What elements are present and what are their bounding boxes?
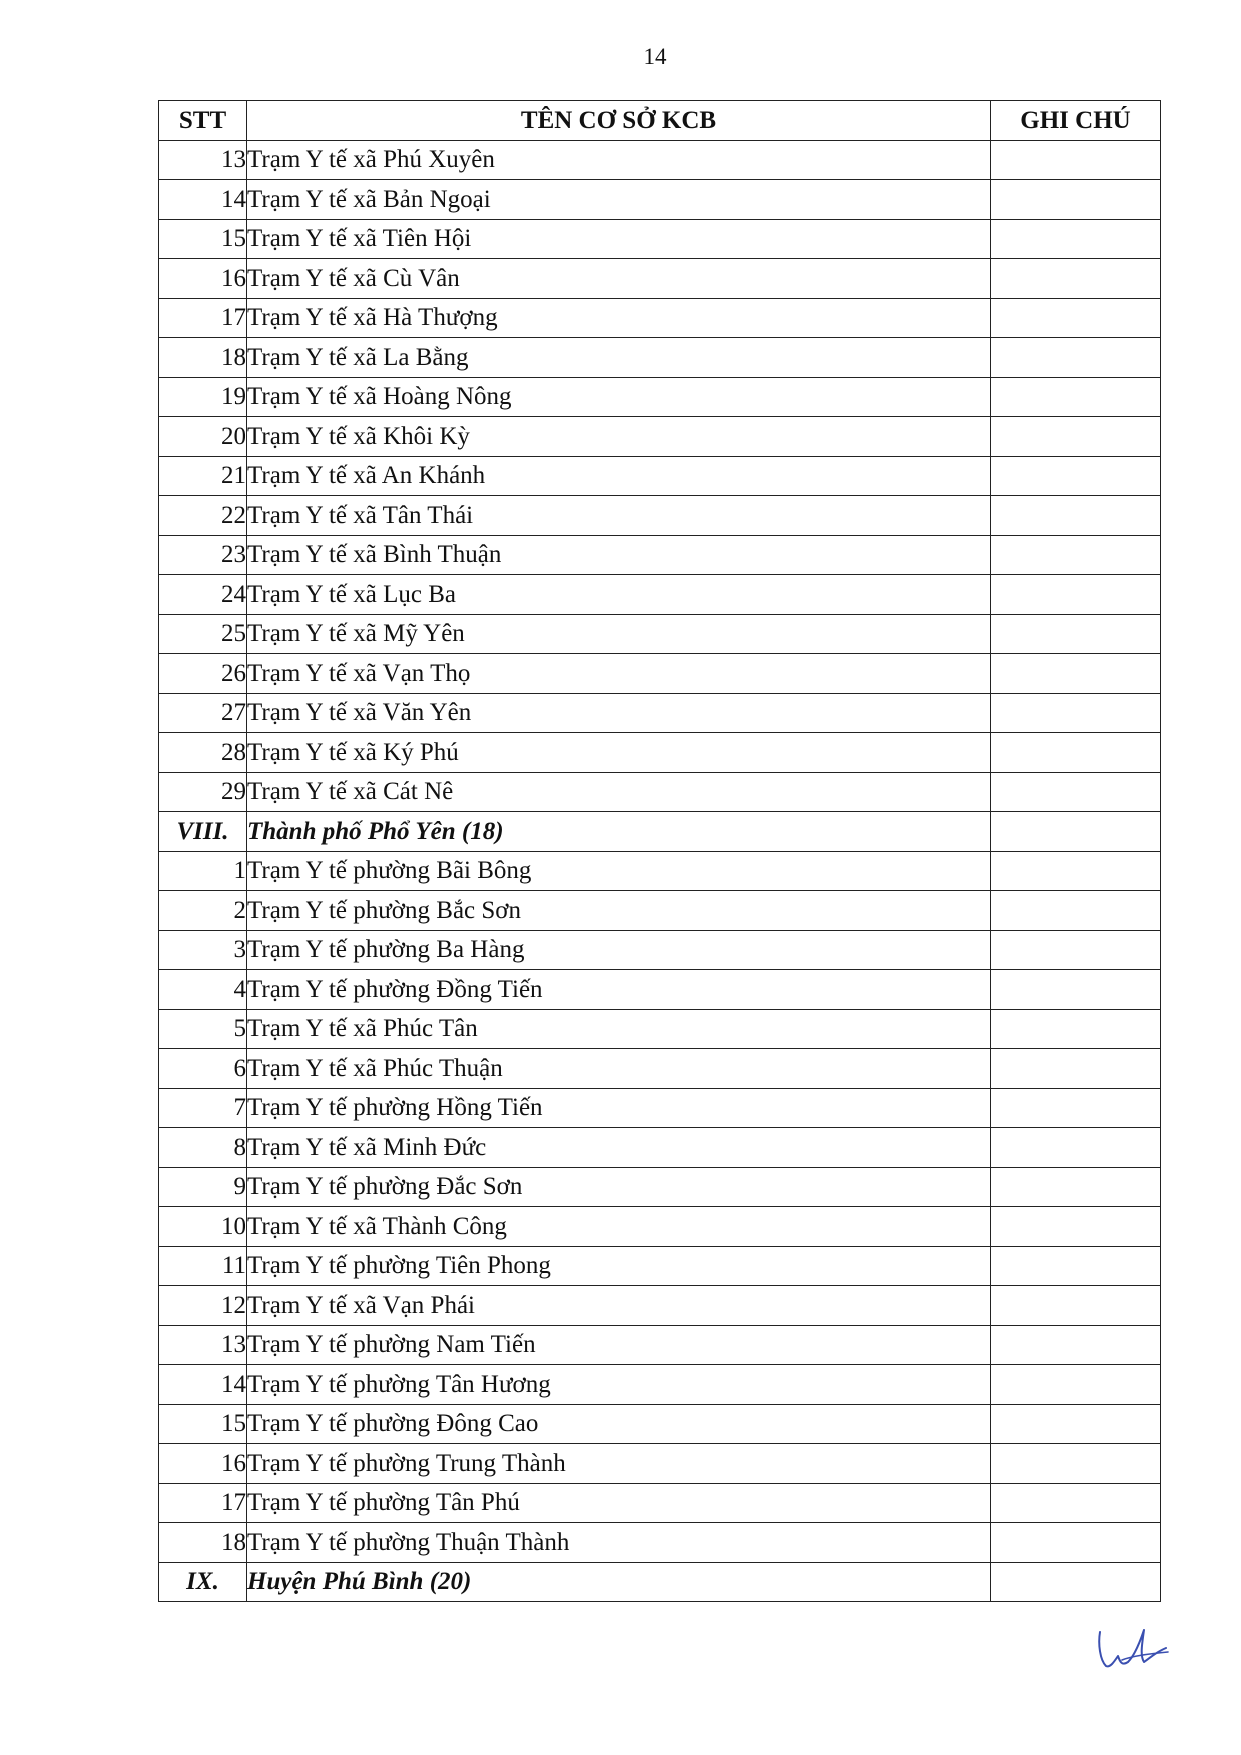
row-facility-name: Trạm Y tế xã La Bằng xyxy=(247,338,991,378)
row-note xyxy=(991,970,1161,1010)
table-row xyxy=(159,1009,1161,1049)
table-row xyxy=(159,575,1161,615)
row-stt: VIII. xyxy=(159,812,247,852)
row-stt: 12 xyxy=(159,1286,247,1326)
row-facility-name: Trạm Y tế xã Phúc Tân xyxy=(247,1009,991,1049)
row-stt: 14 xyxy=(159,180,247,220)
row-stt: 11 xyxy=(159,1246,247,1286)
table-row xyxy=(159,851,1161,891)
row-note xyxy=(991,1286,1161,1326)
row-facility-name: Trạm Y tế phường Bắc Sơn xyxy=(247,891,991,931)
row-note xyxy=(991,733,1161,773)
table-row xyxy=(159,140,1161,180)
table-row xyxy=(159,1325,1161,1365)
row-note xyxy=(991,535,1161,575)
table-row xyxy=(159,891,1161,931)
section-row xyxy=(159,1562,1161,1602)
table-row xyxy=(159,1286,1161,1326)
row-facility-name: Trạm Y tế phường Ba Hàng xyxy=(247,930,991,970)
row-facility-name: Trạm Y tế phường Hồng Tiến xyxy=(247,1088,991,1128)
row-facility-name: Trạm Y tế xã Minh Đức xyxy=(247,1128,991,1168)
table-row xyxy=(159,496,1161,536)
row-note xyxy=(991,575,1161,615)
row-facility-name: Trạm Y tế phường Thuận Thành xyxy=(247,1523,991,1563)
row-facility-name: Trạm Y tế xã Bình Thuận xyxy=(247,535,991,575)
table-row xyxy=(159,1523,1161,1563)
row-facility-name: Trạm Y tế xã Ký Phú xyxy=(247,733,991,773)
table-row xyxy=(159,1483,1161,1523)
row-facility-name: Trạm Y tế xã Bản Ngoại xyxy=(247,180,991,220)
row-stt: 4 xyxy=(159,970,247,1010)
signature-mark xyxy=(1092,1622,1172,1672)
table-row xyxy=(159,1365,1161,1405)
table-row xyxy=(159,298,1161,338)
row-stt: 15 xyxy=(159,219,247,259)
row-facility-name: Trạm Y tế phường Đông Cao xyxy=(247,1404,991,1444)
table-row xyxy=(159,1444,1161,1484)
table-row xyxy=(159,1088,1161,1128)
row-stt: 15 xyxy=(159,1404,247,1444)
row-note xyxy=(991,930,1161,970)
row-note xyxy=(991,1404,1161,1444)
row-stt: 17 xyxy=(159,1483,247,1523)
row-note xyxy=(991,891,1161,931)
table-row xyxy=(159,654,1161,694)
table-row xyxy=(159,1404,1161,1444)
row-facility-name: Trạm Y tế xã Thành Công xyxy=(247,1207,991,1247)
table-row xyxy=(159,1128,1161,1168)
row-stt: 24 xyxy=(159,575,247,615)
table-row xyxy=(159,930,1161,970)
row-facility-name: Trạm Y tế phường Tiên Phong xyxy=(247,1246,991,1286)
page-number: 14 xyxy=(643,44,667,69)
row-facility-name: Trạm Y tế xã Cát Nê xyxy=(247,772,991,812)
row-note xyxy=(991,654,1161,694)
row-note xyxy=(991,259,1161,299)
table-body xyxy=(159,140,1161,1602)
row-stt: 14 xyxy=(159,1365,247,1405)
row-facility-name: Trạm Y tế phường Đắc Sơn xyxy=(247,1167,991,1207)
row-stt: 3 xyxy=(159,930,247,970)
table-row xyxy=(159,1167,1161,1207)
row-facility-name: Trạm Y tế phường Bãi Bông xyxy=(247,851,991,891)
row-stt: 21 xyxy=(159,456,247,496)
row-facility-name: Trạm Y tế xã Phúc Thuận xyxy=(247,1049,991,1089)
row-stt: 13 xyxy=(159,140,247,180)
row-facility-name: Trạm Y tế xã Vạn Thọ xyxy=(247,654,991,694)
row-note xyxy=(991,180,1161,220)
row-stt: 27 xyxy=(159,693,247,733)
row-stt: 18 xyxy=(159,338,247,378)
row-note xyxy=(991,456,1161,496)
table-row xyxy=(159,259,1161,299)
row-stt: 6 xyxy=(159,1049,247,1089)
row-note xyxy=(991,1483,1161,1523)
row-facility-name: Trạm Y tế xã Khôi Kỳ xyxy=(247,417,991,457)
row-stt: 22 xyxy=(159,496,247,536)
row-note xyxy=(991,1167,1161,1207)
row-facility-name: Trạm Y tế xã An Khánh xyxy=(247,456,991,496)
row-note xyxy=(991,338,1161,378)
table-row xyxy=(159,180,1161,220)
row-stt: 28 xyxy=(159,733,247,773)
row-note xyxy=(991,1365,1161,1405)
row-facility-name: Trạm Y tế xã Lục Ba xyxy=(247,575,991,615)
row-note xyxy=(991,693,1161,733)
row-facility-name: Trạm Y tế phường Tân Hương xyxy=(247,1365,991,1405)
row-stt: 13 xyxy=(159,1325,247,1365)
row-stt: 18 xyxy=(159,1523,247,1563)
section-row xyxy=(159,812,1161,852)
table-row xyxy=(159,1207,1161,1247)
row-note xyxy=(991,1128,1161,1168)
row-stt: 20 xyxy=(159,417,247,457)
row-facility-name: Trạm Y tế xã Mỹ Yên xyxy=(247,614,991,654)
row-stt: 10 xyxy=(159,1207,247,1247)
table-row xyxy=(159,970,1161,1010)
row-note xyxy=(991,1523,1161,1563)
row-stt: 23 xyxy=(159,535,247,575)
row-stt: 2 xyxy=(159,891,247,931)
row-stt: 29 xyxy=(159,772,247,812)
table-row xyxy=(159,456,1161,496)
row-note xyxy=(991,1325,1161,1365)
row-note xyxy=(991,219,1161,259)
row-note xyxy=(991,812,1161,852)
row-note xyxy=(991,140,1161,180)
row-facility-name: Trạm Y tế xã Hoàng Nông xyxy=(247,377,991,417)
row-facility-name: Trạm Y tế xã Hà Thượng xyxy=(247,298,991,338)
row-facility-name: Thành phố Phổ Yên (18) xyxy=(247,812,991,852)
row-stt: 16 xyxy=(159,259,247,299)
table-row xyxy=(159,338,1161,378)
row-stt: 1 xyxy=(159,851,247,891)
table-row xyxy=(159,535,1161,575)
header-facility-name: TÊN CƠ SỞ KCB xyxy=(247,101,991,141)
header-note: GHI CHÚ xyxy=(991,101,1161,141)
row-note xyxy=(991,377,1161,417)
row-note xyxy=(991,1009,1161,1049)
row-facility-name: Trạm Y tế phường Đồng Tiến xyxy=(247,970,991,1010)
row-note xyxy=(991,496,1161,536)
row-facility-name: Trạm Y tế xã Tiên Hội xyxy=(247,219,991,259)
table-row xyxy=(159,733,1161,773)
row-facility-name: Trạm Y tế xã Cù Vân xyxy=(247,259,991,299)
row-stt: 26 xyxy=(159,654,247,694)
row-stt: 25 xyxy=(159,614,247,654)
row-stt: 17 xyxy=(159,298,247,338)
row-note xyxy=(991,1088,1161,1128)
row-facility-name: Trạm Y tế xã Văn Yên xyxy=(247,693,991,733)
row-facility-name: Trạm Y tế phường Tân Phú xyxy=(247,1483,991,1523)
table-row xyxy=(159,417,1161,457)
table-header-row xyxy=(159,101,1161,141)
row-note xyxy=(991,1562,1161,1602)
row-stt: 8 xyxy=(159,1128,247,1168)
row-stt: 7 xyxy=(159,1088,247,1128)
row-stt: 9 xyxy=(159,1167,247,1207)
facility-table xyxy=(158,100,1161,1602)
row-note xyxy=(991,417,1161,457)
table-row xyxy=(159,377,1161,417)
row-note xyxy=(991,614,1161,654)
table-row xyxy=(159,772,1161,812)
table-row xyxy=(159,219,1161,259)
table-row xyxy=(159,693,1161,733)
row-note xyxy=(991,1444,1161,1484)
row-stt: IX. xyxy=(159,1562,247,1602)
row-facility-name: Trạm Y tế xã Phú Xuyên xyxy=(247,140,991,180)
header-stt: STT xyxy=(159,101,247,141)
row-facility-name: Huyện Phú Bình (20) xyxy=(247,1562,991,1602)
row-note xyxy=(991,1207,1161,1247)
row-stt: 5 xyxy=(159,1009,247,1049)
row-note xyxy=(991,1049,1161,1089)
row-stt: 19 xyxy=(159,377,247,417)
table-row xyxy=(159,1049,1161,1089)
row-facility-name: Trạm Y tế xã Tân Thái xyxy=(247,496,991,536)
row-note xyxy=(991,772,1161,812)
row-facility-name: Trạm Y tế xã Vạn Phái xyxy=(247,1286,991,1326)
table-row xyxy=(159,614,1161,654)
row-facility-name: Trạm Y tế phường Nam Tiến xyxy=(247,1325,991,1365)
table-row xyxy=(159,1246,1161,1286)
row-note xyxy=(991,1246,1161,1286)
row-facility-name: Trạm Y tế phường Trung Thành xyxy=(247,1444,991,1484)
row-note xyxy=(991,851,1161,891)
row-note xyxy=(991,298,1161,338)
row-stt: 16 xyxy=(159,1444,247,1484)
